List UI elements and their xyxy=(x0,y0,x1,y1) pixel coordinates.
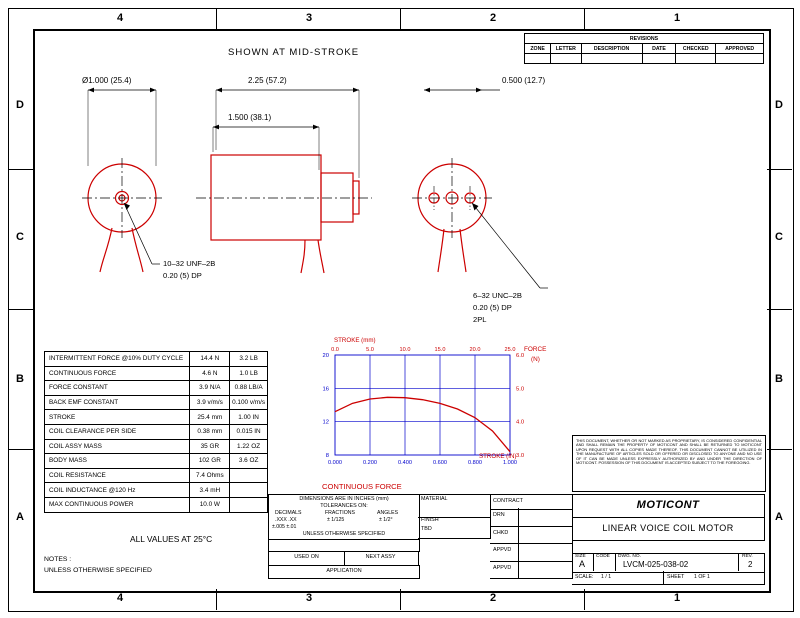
spec-name: COIL RESISTANCE xyxy=(45,468,190,483)
dwg-no-value: LVCM-025-038-02 xyxy=(623,560,689,569)
revisions-title: REVISIONS xyxy=(525,34,764,44)
center-thread-callout-line2: 0.20 (5) DP xyxy=(163,271,202,280)
drawing-title: LINEAR VOICE COIL MOTOR xyxy=(602,523,734,533)
chart-x2tick: 25.0 xyxy=(504,347,516,353)
divider xyxy=(593,553,594,571)
chart-x2tick: 20.0 xyxy=(469,347,481,353)
chart-ytick-left: 16 xyxy=(322,386,329,393)
table-row xyxy=(45,439,268,454)
finish-cell xyxy=(418,516,491,539)
approval-row-drn xyxy=(490,508,519,527)
notes-text: UNLESS OTHERWISE SPECIFIED xyxy=(44,567,152,574)
rev-col-approved: APPROVED xyxy=(716,44,764,54)
spec-si: 4.6 N xyxy=(190,366,230,381)
mount-thread-callout-line2: 0.20 (5) DP xyxy=(473,303,512,312)
spec-si: 3.9 v/m/s xyxy=(190,395,230,410)
zone-label-left-B: B xyxy=(16,373,24,385)
chart-x-label: STROKE (IN) xyxy=(479,453,517,460)
chart-ytick-left: 8 xyxy=(325,453,329,459)
used-on-cell xyxy=(268,551,345,566)
zone-label-bottom-3: 3 xyxy=(306,592,313,604)
scale-value: 1 / 1 xyxy=(601,574,612,580)
right-dia-dimension: 0.500 (12.7) xyxy=(502,76,546,85)
chart-xtick: 0.800 xyxy=(468,460,482,466)
spec-name: BODY MASS xyxy=(45,454,190,469)
spec-si: 25.4 mm xyxy=(190,410,230,425)
sheet-label: SHEET xyxy=(667,574,685,580)
spec-name: COIL ASSY MASS xyxy=(45,439,190,454)
chart-ytick-right: 5.0 xyxy=(516,386,525,393)
chart-ytick-left: 20 xyxy=(322,353,329,359)
notes-label: NOTES : xyxy=(44,556,72,563)
used-on-label: USED ON xyxy=(294,554,319,560)
spec-name: CONTINUOUS FORCE xyxy=(45,366,190,381)
approval-row-chkd xyxy=(490,526,519,545)
spec-name: STROKE xyxy=(45,410,190,425)
spec-si: 14.4 N xyxy=(190,352,230,367)
table-row xyxy=(45,483,268,498)
divider xyxy=(615,553,616,571)
approval-label-appvd1: APPVD xyxy=(493,547,512,553)
disclaimer-box xyxy=(572,435,766,492)
table-row xyxy=(45,497,268,512)
approval-label-chkd: CHKD xyxy=(493,529,509,536)
tol-col-decimals: DECIMALS xyxy=(275,510,302,516)
application-label: APPLICATION xyxy=(326,568,362,574)
approval-value-chkd xyxy=(518,526,573,545)
spec-imp xyxy=(230,483,268,498)
shown-at-mid-stroke-note: SHOWN AT MID-STROKE xyxy=(228,47,360,58)
spec-imp: 0.88 LB/A xyxy=(230,381,268,396)
divider xyxy=(738,553,739,571)
rev-col-letter: LETTER xyxy=(551,44,581,54)
zone-label-right-C: C xyxy=(775,231,783,243)
continuous-force-chart xyxy=(300,335,540,485)
spec-si: 35 GR xyxy=(190,439,230,454)
mount-thread-callout-line1: 6–32 UNC–2B xyxy=(473,291,522,300)
zone-label-left-A: A xyxy=(16,511,24,523)
chart-xtick: 0.600 xyxy=(433,460,447,466)
spec-name: INTERMITTENT FORCE @10% DUTY CYCLE xyxy=(45,352,190,367)
table-row xyxy=(45,366,268,381)
chart-force-label-1: FORCE xyxy=(524,346,547,353)
spec-imp xyxy=(230,468,268,483)
table-row xyxy=(45,424,268,439)
chart-x2tick: 15.0 xyxy=(434,347,446,353)
table-row xyxy=(45,395,268,410)
size-value: A xyxy=(579,559,586,569)
zone-label-bottom-2: 2 xyxy=(490,592,497,604)
table-row xyxy=(45,352,268,367)
material-cell xyxy=(418,494,491,518)
tol-row1-fractions: ± 1/125 xyxy=(327,517,345,523)
rev-col-date: DATE xyxy=(642,44,676,54)
rev-col-checked: CHECKED xyxy=(676,44,716,54)
table-row xyxy=(45,454,268,469)
finish-label: FINISH xyxy=(421,517,439,523)
approval-label-appvd2: APPVD xyxy=(493,564,512,571)
blank-assy-row xyxy=(268,538,420,552)
rev-col-description: DESCRIPTION xyxy=(581,44,642,54)
zone-label-top-3: 3 xyxy=(306,12,313,24)
table-row xyxy=(45,468,268,483)
tolerance-box xyxy=(268,494,420,540)
chart-xtick: 0.200 xyxy=(363,460,377,466)
tolerance-header: DIMENSIONS ARE IN INCHES (mm) xyxy=(299,496,389,502)
specification-table xyxy=(44,351,268,513)
front-dia-dimension: Ø1.000 (25.4) xyxy=(82,76,132,85)
approval-value-appvd1 xyxy=(518,543,573,562)
spec-si: 7.4 Ohms xyxy=(190,468,230,483)
side-overall-dimension: 2.25 (57.2) xyxy=(248,76,287,85)
tol-note: UNLESS OTHERWISE SPECIFIED xyxy=(302,531,386,537)
divider xyxy=(663,571,664,584)
finish-value: TBD xyxy=(421,526,432,532)
approval-value-appvd2 xyxy=(518,561,573,580)
spec-imp: 0.015 IN xyxy=(230,424,268,439)
spec-imp: 3.6 OZ xyxy=(230,454,268,469)
drawing-title-cell xyxy=(572,516,765,541)
table-row xyxy=(45,381,268,396)
zone-label-left-C: C xyxy=(16,231,24,243)
chart-ytick-right: 3.0 xyxy=(516,453,525,459)
mount-thread-callout-line3: 2PL xyxy=(473,315,487,324)
spec-imp: 1.0 LB xyxy=(230,366,268,381)
scale-label: SCALE: xyxy=(575,574,594,580)
spec-imp: 0.100 v/m/s xyxy=(230,395,268,410)
tol-row2: ±.005 ±.01 xyxy=(272,524,297,530)
spec-si: 3.4 mH xyxy=(190,483,230,498)
tol-col-angles: ANGLES xyxy=(377,510,399,516)
spec-name: MAX CONTINUOUS POWER xyxy=(45,497,190,512)
dwg-no-label: DWG. NO. xyxy=(618,554,641,559)
material-label: MATERIAL xyxy=(421,496,448,502)
company-cell xyxy=(572,494,765,518)
spec-name: BACK EMF CONSTANT xyxy=(45,395,190,410)
chart-series-line xyxy=(335,397,510,451)
spec-si: 10.0 W xyxy=(190,497,230,512)
sheet-value: 1 OF 1 xyxy=(694,574,710,580)
spec-name: COIL INDUCTANCE @120 Hz xyxy=(45,483,190,498)
chart-ytick-right: 6.0 xyxy=(516,353,525,359)
spec-name: FORCE CONSTANT xyxy=(45,381,190,396)
next-assy-cell xyxy=(343,551,419,566)
zone-label-right-D: D xyxy=(775,99,783,111)
approval-label-drn: DRN xyxy=(493,512,505,518)
zone-label-left-D: D xyxy=(16,99,24,111)
approval-row-appvd2 xyxy=(490,561,519,580)
contract-label: CONTRACT xyxy=(493,498,523,504)
chart-xtick: 0.000 xyxy=(328,460,342,466)
chart-x2tick: 10.0 xyxy=(399,347,411,353)
tol-row1-decimals: .XXX .XX xyxy=(275,517,297,523)
chart-x2tick: 5.0 xyxy=(366,347,374,353)
zone-label-right-A: A xyxy=(775,511,783,523)
chart-ytick-left: 12 xyxy=(322,419,329,426)
next-assy-label: NEXT ASSY xyxy=(365,554,396,560)
tol-row1-angles: ± 1/2° xyxy=(379,517,393,523)
zone-label-top-2: 2 xyxy=(490,12,497,24)
chart-xtick: 0.400 xyxy=(398,460,412,466)
approval-value-drn xyxy=(518,508,573,527)
rev-label: REV. xyxy=(742,554,753,559)
size-label: SIZE xyxy=(575,554,586,559)
code-label: CODE xyxy=(596,554,610,559)
zone-label-top-1: 1 xyxy=(674,12,681,24)
rev-col-zone: ZONE xyxy=(525,44,551,54)
spec-si: 102 GR xyxy=(190,454,230,469)
spec-imp xyxy=(230,497,268,512)
zone-label-top-4: 4 xyxy=(117,12,124,24)
spec-name: COIL CLEARANCE PER SIDE xyxy=(45,424,190,439)
spec-imp: 3.2 LB xyxy=(230,352,268,367)
spec-imp: 1.22 OZ xyxy=(230,439,268,454)
zone-label-bottom-4: 4 xyxy=(117,592,124,604)
spec-si: 0.38 mm xyxy=(190,424,230,439)
chart-force-label-2: (N) xyxy=(531,356,540,363)
disclaimer-text: THIS DOCUMENT, WHETHER OR NOT MARKED AS PROPRIETARY, IS CONSIDERED CONFIDENTIAL AND SHALL REMAIN THE PROPERTY OF MOTICONT AND SHALL BE RETURNED TO MOTICONT UPON REQUEST WITH ALL COPIES MADE THEREOF. THIS DOCUMENT CANNOT BE UTILIZED IN THE MANUFACTURE OF ARTICLES SOLD OR OFFERED OR DISCLOSED TO ANYONE AND NO USE OF IT CAN BE MADE UNLESS EXPRESSLY AUTHORIZED BY AND UNDER THE DIRECTION OF MOTICONT. POSSESSION OF THIS DOCUMENT IS ACCEPTED SUBJECT TO THE FOREGOING. xyxy=(576,437,762,466)
approval-row-appvd1 xyxy=(490,543,519,562)
zone-label-bottom-1: 1 xyxy=(674,592,681,604)
application-cell xyxy=(268,565,420,579)
tolerances-on-label: TOLERANCES ON: xyxy=(320,503,368,509)
spec-table-footer: ALL VALUES AT 25°C xyxy=(130,534,213,544)
center-thread-callout-line1: 10–32 UNF–2B xyxy=(163,259,216,268)
spec-si: 3.9 N/A xyxy=(190,381,230,396)
spec-imp: 1.00 IN xyxy=(230,410,268,425)
chart-x2tick: 0.0 xyxy=(331,347,339,353)
side-body-dimension: 1.500 (38.1) xyxy=(228,113,272,122)
chart-x2-label: STROKE (mm) xyxy=(334,337,376,344)
chart-title: CONTINUOUS FORCE xyxy=(322,482,402,491)
chart-ytick-right: 4.0 xyxy=(516,419,525,426)
company-name: MOTICONT xyxy=(636,499,700,511)
zone-label-right-B: B xyxy=(775,373,783,385)
table-row xyxy=(45,410,268,425)
tol-col-fractions: FRACTIONS xyxy=(325,510,355,516)
chart-xtick: 1.000 xyxy=(503,460,517,466)
rev-value: 2 xyxy=(748,560,753,569)
